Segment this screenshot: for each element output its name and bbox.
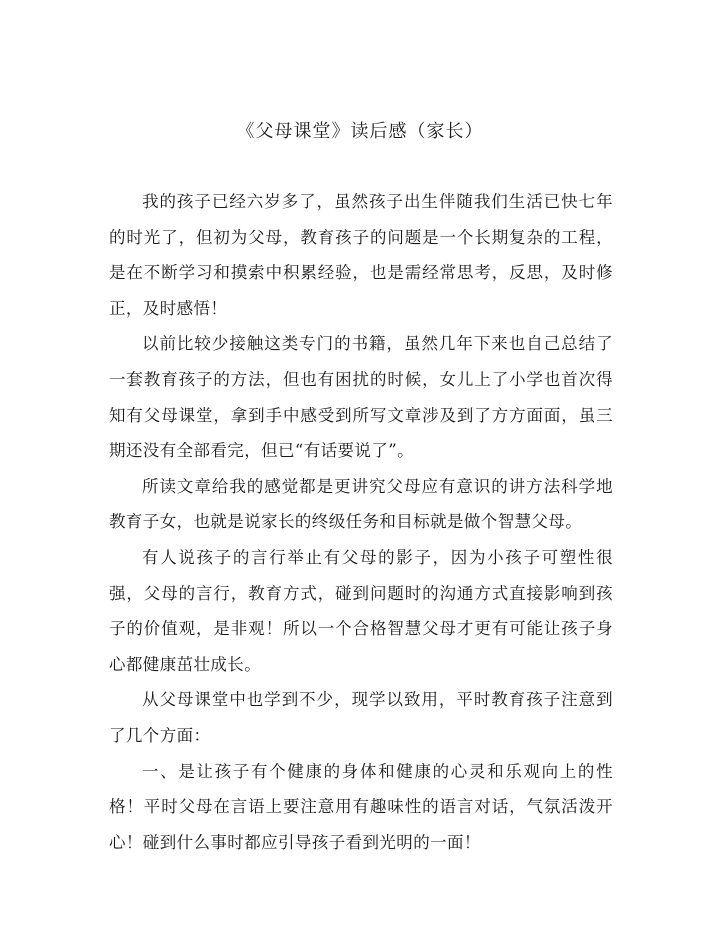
paragraph-3: 所读文章给我的感觉都是更讲究父母应有意识的讲方法科学地教育子女，也就是说家长的终级任务和目标就是做个智慧父母。	[109, 476, 613, 532]
paragraph-1: 我的孩子已经六岁多了，虽然孩子出生伴随我们生活已快七年的时光了，但初为父母，教育孩子的问题是一个长期复杂的工程，是在不断学习和摸索中积累经验，也是需经常思考，反思，及时修正，及时感悟！	[109, 192, 613, 318]
paragraph-4: 有人说孩子的言行举止有父母的影子，因为小孩子可塑性很强，父母的言行，教育方式，碰到问题时的沟通方式直接影响到孩子的价值观，是非观！所以一个合格智慧父母才更有可能让孩子身心都健康茁壮成长。	[109, 547, 613, 674]
document-title: 《父母课堂》读后感（家长）	[236, 121, 484, 142]
paragraph-2: 以前比较少接触这类专门的书籍，虽然几年下来也自己总结了一套教育孩子的方法，但也有困扰的时候，女儿上了小学也首次得知有父母课堂，拿到手中感受到所写文章涉及到了方方面面，虽三期还没有全部看完，但已“有话要说了”。	[109, 334, 613, 461]
paragraph-5: 从父母课堂中也学到不少，现学以致用，平时教育孩子注意到了几个方面：	[109, 690, 613, 745]
paragraph-6: 一、是让孩子有个健康的身体和健康的心灵和乐观向上的性格！平时父母在言语上要注意用有趣味性的语言对话，气氛活泼开心！碰到什么事时都应引导孩子看到光明的一面！	[109, 761, 613, 852]
document-body	[109, 184, 613, 860]
